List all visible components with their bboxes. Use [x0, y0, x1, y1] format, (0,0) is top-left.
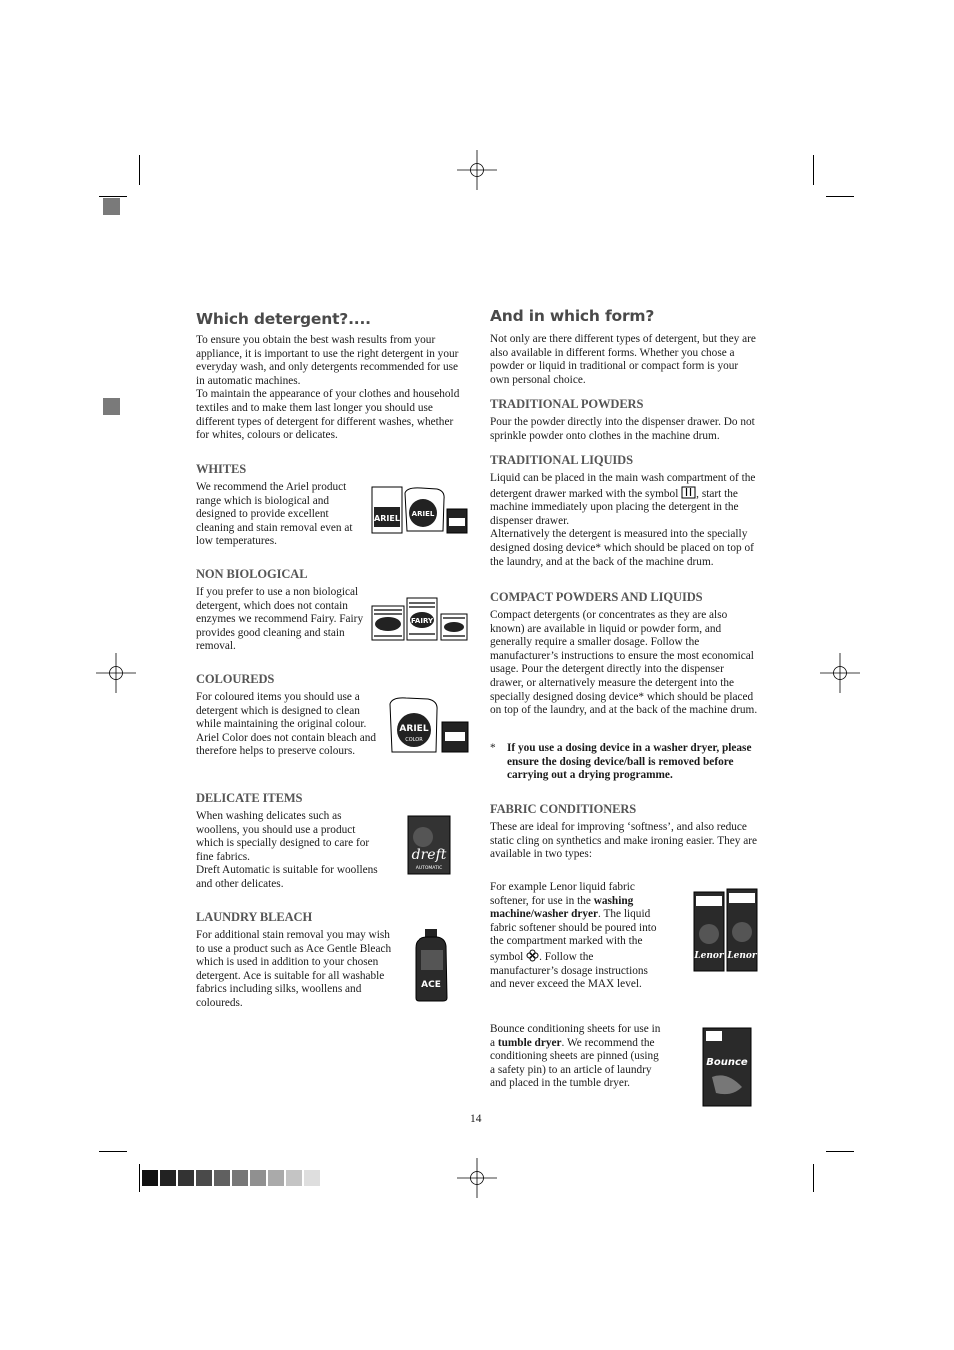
strip-swatch [142, 1170, 158, 1186]
section-body-2: Dreft Automatic is suitable for woollens and other delicates. [196, 864, 378, 890]
section-body: For coloured items you should use a detergent which is designed to clean while maintaining the original colour. Ariel Color does not contain bleach and therefore helps to preserve colours. [196, 691, 377, 758]
crop-mark [99, 196, 127, 197]
ace-bleach-bottle-image [413, 928, 451, 1002]
section-heading: COMPACT POWDERS AND LIQUIDS [490, 590, 703, 604]
crop-mark [826, 196, 854, 197]
lenor-text-c: . The liquid fabric softener should be poured into the compartment marked with the symbol [490, 908, 657, 963]
colour-calibration-strip [142, 1170, 320, 1186]
section-body: If you prefer to use a non biological detergent, which does not contain enzymes we recommend Fairy. Fairy provides good cleaning and stain removal. [196, 586, 364, 653]
section-heading: TRADITIONAL POWDERS [490, 397, 644, 411]
section-heading: NON BIOLOGICAL [196, 567, 308, 581]
strip-swatch [268, 1170, 284, 1186]
crop-mark [99, 1151, 127, 1152]
section-delicate-items [196, 791, 382, 892]
section-fabric-conditioners [490, 802, 758, 862]
section-heading: LAUNDRY BLEACH [196, 910, 313, 924]
strip-swatch [286, 1170, 302, 1186]
crop-mark [139, 1164, 140, 1192]
dosing-note [490, 742, 758, 783]
strip-swatch [160, 1170, 176, 1186]
crop-mark [813, 155, 814, 185]
liquids-body-a: Liquid can be placed in the main wash compartment of the detergent drawer marked with the symbol [490, 472, 756, 500]
strip-swatch [304, 1170, 320, 1186]
section-body: When washing delicates such as woollens, you should use a product which is specially designed to care for fine fabrics. [196, 810, 370, 863]
ace-logo-text: ACE [421, 980, 441, 990]
right-title-block [490, 307, 758, 325]
section-heading: TRADITIONAL LIQUIDS [490, 453, 633, 467]
lenor-text-d: . Follow the manufacturer’s dosage instructions and never exceed the MAX level. [490, 950, 648, 991]
page-number: 14 [470, 1113, 482, 1125]
lenor-text [490, 881, 660, 992]
strip-swatch [214, 1170, 230, 1186]
section-laundry-bleach [196, 910, 392, 1011]
dreft-product-image [407, 815, 451, 875]
bounce-text [490, 1023, 662, 1091]
section-coloureds [196, 672, 378, 759]
section-body: These are ideal for improving ‘softness’, and also reduce static cling on synthetics and make ironing easier. They are available in two types: [490, 821, 758, 861]
section-heading: FABRIC CONDITIONERS [490, 802, 637, 816]
lenor-text-a: For example Lenor liquid fabric softener, for use in the [490, 881, 635, 907]
section-traditional-powders [490, 397, 758, 443]
bounce-text-a: Bounce conditioning sheets for use in a [490, 1023, 661, 1049]
lenor-paragraph [490, 881, 660, 992]
section-whites [196, 462, 366, 549]
dreft-sub-text: AUTOMATIC [415, 866, 443, 871]
left-column [196, 310, 466, 328]
bounce-paragraph [490, 1023, 662, 1091]
ariel-color-products-image [388, 696, 470, 754]
section-non-biological [196, 567, 366, 654]
fabric-softener-flower-icon [526, 949, 539, 962]
section-body: Compact detergents (or concentrates as they are also known) are available in liquid or powder form, and generally require a smaller dosage. Follow the manufacturer’s instructions to ensure the most economical usage. Pour the detergent directly into the dispenser drawer, or alternatively measure the detergent into the specially designed dosing device* which should be placed on top of the laundry, and at the back of the machine drum. [490, 609, 758, 717]
section-traditional-liquids [490, 453, 758, 569]
section-compact [490, 590, 758, 718]
section-body: We recommend the Ariel product range which is biological and designed to provide excellent cleaning and stain removal even at low temperatures. [196, 481, 353, 548]
bounce-product-image [702, 1027, 752, 1107]
section-body-2: Alternatively the detergent is measured into the specially designed dosing device* which should be placed on top of the laundry, and at the back of the machine drum. [490, 528, 754, 568]
dreft-logo-text: dreft [411, 847, 447, 863]
strip-swatch [232, 1170, 248, 1186]
ariel-color-logo-text: ARIEL [399, 724, 429, 734]
ariel-logo-text: ARIEL [374, 514, 400, 523]
form-title: And in which form? [490, 307, 655, 325]
intro-paragraph-2: To maintain the appearance of your clothes and household textiles and to make them last longer you should use different types of detergent for different washes, whether for whites, colours or delicates. [196, 388, 460, 442]
main-wash-compartment-icon [681, 486, 696, 499]
lenor-logo-text: Lenor [727, 951, 757, 961]
liquids-body-b: , start the machine immediately upon placing the detergent in the dispenser drawer. [490, 487, 739, 527]
strip-swatch [196, 1170, 212, 1186]
crop-mark [139, 155, 140, 185]
crop-mark [813, 1164, 814, 1192]
lenor-products-image [693, 888, 759, 972]
ariel-products-image [371, 485, 469, 535]
section-body [490, 472, 758, 528]
bounce-logo-text: Bounce [706, 1057, 748, 1068]
form-intro-paragraph: Not only are there different types of detergent, but they are also available in different forms. Whether you chose a powder or liquid in traditional or compact form is your own personal choice. [490, 333, 756, 386]
section-heading: DELICATE ITEMS [196, 791, 303, 805]
note-text: If you use a dosing device in a washer dryer, please ensure the dosing device/ball is removed before carrying out a drying programme. [507, 742, 752, 782]
page-title: Which detergent?.... [196, 310, 371, 328]
section-body: Pour the powder directly into the dispenser drawer. Do not sprinkle powder onto clothes in the machine drum. [490, 416, 755, 442]
registration-mark-icon [820, 653, 860, 693]
strip-swatch [250, 1170, 266, 1186]
strip-swatch [178, 1170, 194, 1186]
bounce-text-c: . We recommend the conditioning sheets are pinned (using a safety pin) to an article of laundry and placed in the tumble dryer. [490, 1036, 659, 1090]
section-heading: COLOUREDS [196, 672, 275, 686]
ariel-logo-text: ARIEL [411, 510, 435, 518]
form-intro [490, 333, 758, 387]
color-label-text: COLOR [405, 737, 423, 743]
crop-mark [826, 1151, 854, 1152]
grey-marker-square [103, 398, 120, 415]
fairy-products-image [371, 596, 469, 642]
lenor-text-bold: washing machine/washer dryer [490, 894, 634, 921]
registration-mark-icon [96, 653, 136, 693]
intro-paragraph: To ensure you obtain the best wash results from your appliance, it is important to use the right detergent in your everyday wash, and only detergents recommended for use in automatic machines. [196, 334, 459, 387]
grey-marker-square [103, 198, 120, 215]
intro-text [196, 334, 466, 443]
section-body: For additional stain removal you may wish to use a product such as Ace Gentle Bleach which is used in addition to your chosen detergent. Ace is suitable for all washable fabrics including silks, woollens and coloureds. [196, 929, 392, 1009]
registration-mark-icon [457, 1158, 497, 1198]
lenor-logo-text: Lenor [694, 951, 724, 961]
registration-mark-icon [457, 150, 497, 190]
fairy-logo-text: FAIRY [410, 617, 434, 625]
section-heading: WHITES [196, 462, 247, 476]
bounce-text-bold: tumble dryer [497, 1036, 562, 1049]
note-asterisk: * [490, 742, 496, 754]
